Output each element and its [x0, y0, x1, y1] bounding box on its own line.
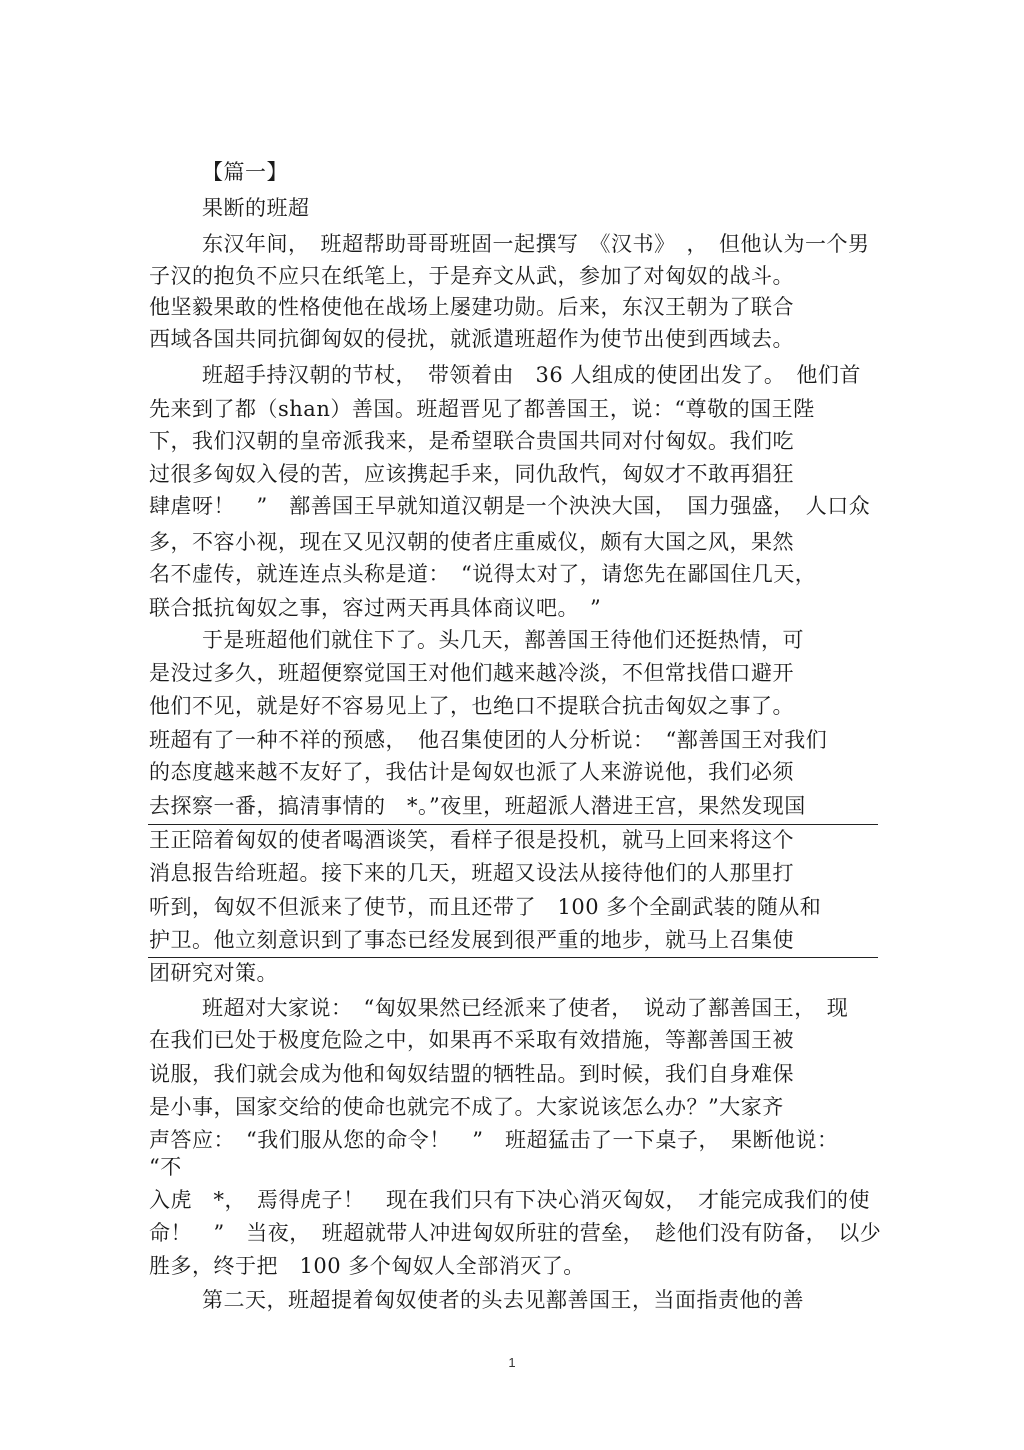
text-line: 班超有了一种不祥的预感， 他召集使团的人分析说： “鄯善国王对我们: [149, 728, 828, 752]
text-line: 名不虚传，就连连点头称是道： “说得太对了，请您先在鄙国住几天，: [149, 562, 817, 586]
text-line: 护卫。他立刻意识到了事态已经发展到很严重的地步，就马上召集使: [149, 928, 794, 952]
text-line: 西域各国共同抗御匈奴的侵扰，就派遣班超作为使节出使到西域去。: [149, 327, 794, 351]
text-line: 说服，我们就会成为他和匈奴结盟的牺牲品。到时候，我们自身难保: [149, 1062, 794, 1086]
text-line: 的态度越来越不友好了，我估计是匈奴也派了人来游说他，我们必须: [149, 760, 794, 784]
page-number: 1: [508, 1355, 516, 1370]
text-line: 于是班超他们就住下了。头几天，鄯善国王待他们还挺热情，可: [202, 628, 804, 652]
text-line: 胜多，终于把 100 多个匈奴人全部消灭了。: [149, 1254, 585, 1278]
text-line: 他坚毅果敢的性格使他在战场上屡建功勋。后来，东汉王朝为了联合: [149, 295, 794, 319]
text-line: 王正陪着匈奴的使者喝酒谈笑，看样子很是投机，就马上回来将这个: [149, 828, 794, 852]
text-line: “不: [149, 1155, 182, 1179]
text-line: 消息报告给班超。接下来的几天，班超又设法从接待他们的人那里打: [149, 861, 794, 885]
text-line: 听到，匈奴不但派来了使节，而且还带了 100 多个全副武装的随从和: [149, 895, 822, 919]
text-line: 入虎 *， 焉得虎子！ 现在我们只有下决心消灭匈奴， 才能完成我们的使: [149, 1188, 870, 1212]
text-line: 班超手持汉朝的节杖， 带领着由 36 人组成的使团出发了。 他们首: [202, 363, 861, 387]
text-line: 他们不见，就是好不容易见上了，也绝口不提联合抗击匈奴之事了。: [149, 694, 794, 718]
text-line: 肆虐呀！ ” 鄯善国王早就知道汉朝是一个泱泱大国， 国力强盛， 人口众: [149, 494, 871, 518]
text-line: 团研究对策。: [149, 961, 278, 985]
section-heading: 【篇一】: [202, 160, 288, 184]
text-line: 去探察一番，搞清事情的 *。”夜里，班超派人潜进王宫，果然发现国: [149, 794, 806, 818]
text-line: 班超对大家说： “匈奴果然已经派来了使者， 说动了鄯善国王， 现: [202, 996, 849, 1020]
text-line: 子汉的抱负不应只在纸笔上，于是弃文从武，参加了对匈奴的战斗。: [149, 264, 794, 288]
text-line: 命！ ” 当夜， 班超就带人冲进匈奴所驻的营垒， 趁他们没有防备， 以少: [149, 1221, 882, 1245]
story-title: 果断的班超: [202, 196, 310, 220]
text-line: 联合抵抗匈奴之事，容过两天再具体商议吧。 ”: [149, 596, 602, 620]
text-line: 声答应： “我们服从您的命令！ ” 班超猛击了一下桌子， 果断他说：: [149, 1128, 839, 1152]
text-line: 下，我们汉朝的皇帝派我来，是希望联合贵国共同对付匈奴。我们吃: [149, 429, 794, 453]
text-line: 是小事，国家交给的使命也就完不成了。大家说该怎么办？”大家齐: [149, 1095, 784, 1119]
text-line: 东汉年间， 班超帮助哥哥班固一起撰写 《汉书》 ， 但他认为一个男: [202, 232, 870, 256]
horizontal-rule: [148, 957, 878, 958]
text-line: 第二天，班超提着匈奴使者的头去见鄯善国王，当面指责他的善: [202, 1288, 804, 1312]
horizontal-rule: [148, 824, 878, 825]
text-line: 在我们已处于极度危险之中，如果再不采取有效措施，等鄯善国王被: [149, 1028, 794, 1052]
text-line: 先来到了都（shan）善国。班超晋见了都善国王，说：“尊敬的国王陛: [149, 397, 815, 421]
text-line: 是没过多久，班超便察觉国王对他们越来越冷淡，不但常找借口避开: [149, 661, 794, 685]
text-line: 多，不容小视，现在又见汉朝的使者庄重威仪，颇有大国之风，果然: [149, 530, 794, 554]
text-line: 过很多匈奴入侵的苦，应该携起手来，同仇敌忾，匈奴才不敢再猖狂: [149, 462, 794, 486]
